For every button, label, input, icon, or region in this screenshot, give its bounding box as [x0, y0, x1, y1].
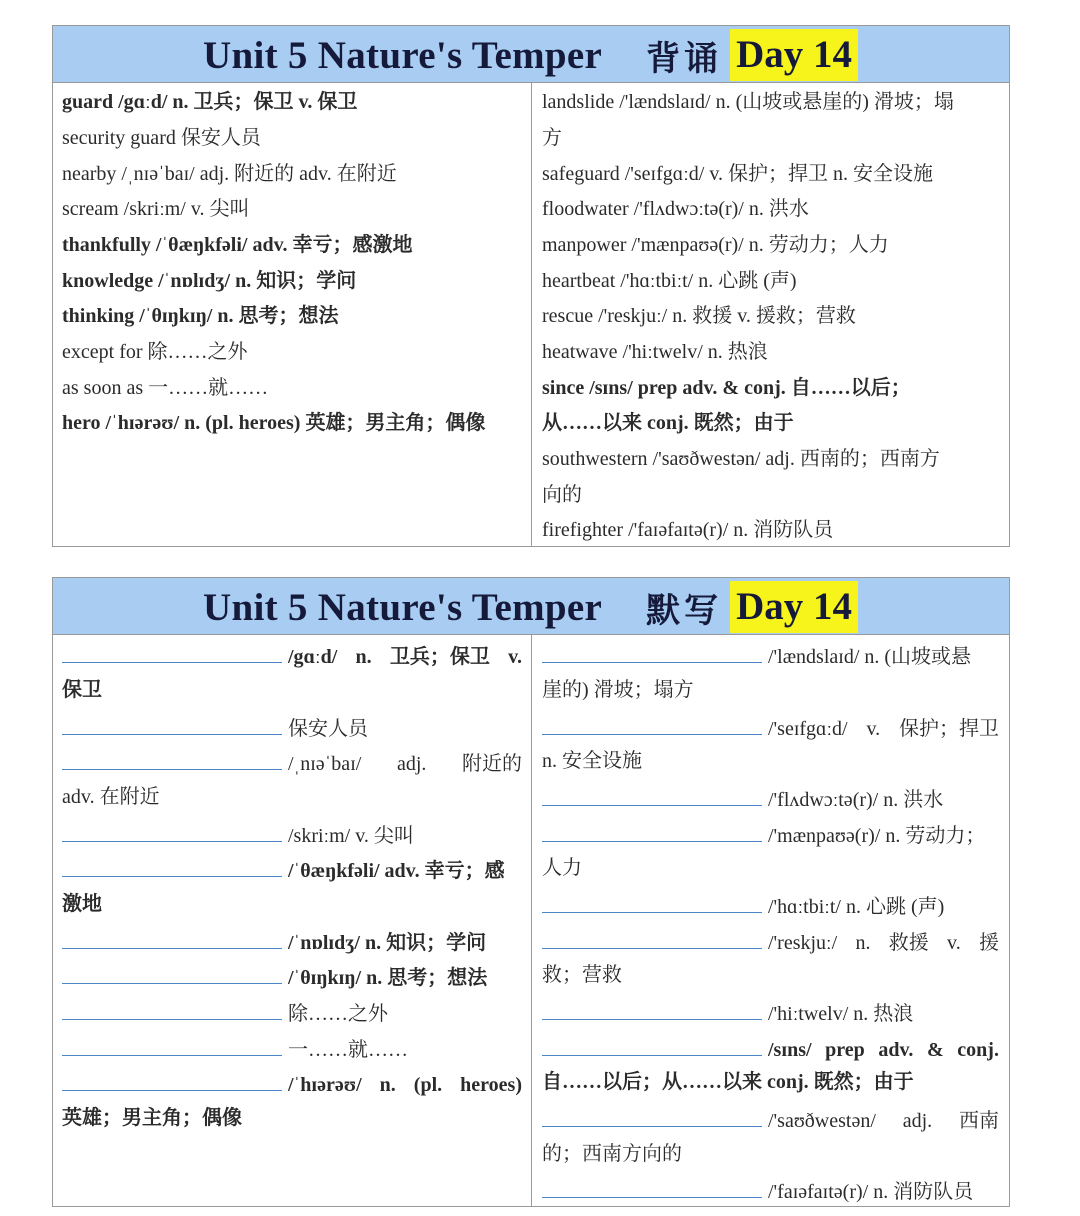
vocab-entry: safeguard /'seɪfgɑːd/ v. 保护；捍卫 n. 安全设施: [542, 163, 934, 185]
vocab-entry: guard /gɑːd/ n. 卫兵；保卫 v. 保卫: [62, 91, 358, 113]
vocab-entry: firefighter /'faɪəfaɪtə(r)/ n. 消防队员: [542, 519, 834, 541]
vocab-entry-continued: 方: [542, 127, 562, 149]
dictation-clue: /'flʌdwɔːtə(r)/ n. 洪水: [768, 789, 944, 811]
recite-header: [53, 26, 1009, 83]
answer-blank[interactable]: [62, 1029, 282, 1056]
dictation-row: [542, 1029, 999, 1065]
answer-blank[interactable]: [62, 708, 282, 735]
recite-card: [52, 25, 1010, 547]
dictation-clue: 除……之外: [288, 1003, 388, 1025]
dictation-clue-continued: 人力: [542, 857, 582, 879]
dictation-clue-continued: 自……以后；从……以来 conj. 既然；由于: [542, 1071, 914, 1093]
dictation-clue: /'reskjuː/ n. 救援 v. 援: [768, 932, 999, 954]
dictation-clue: 保安人员: [288, 718, 368, 740]
dictation-row: [542, 886, 999, 922]
vocab-entry: heartbeat /'hɑːtbiːt/ n. 心跳 (声): [542, 270, 797, 292]
answer-blank[interactable]: [62, 743, 282, 770]
vocab-entry: nearby /ˌnɪəˈbaɪ/ adj. 附近的 adv. 在附近: [62, 163, 397, 185]
vocab-entry-continued: 从……以来 conj. 既然；由于: [542, 412, 794, 434]
answer-blank[interactable]: [542, 1029, 762, 1056]
vocab-entry: heatwave /'hiːtwelv/ n. 热浪: [542, 341, 768, 363]
dictation-row: [62, 708, 522, 744]
answer-blank[interactable]: [62, 636, 282, 663]
dictation-row: [542, 1100, 999, 1136]
dictation-row: [542, 779, 999, 815]
vocab-entry: as soon as 一……就……: [62, 377, 269, 399]
answer-blank[interactable]: [542, 1171, 762, 1198]
dictation-row: [542, 1171, 999, 1207]
vocab-entry: since /sɪns/ prep adv. & conj. 自……以后；: [542, 377, 911, 399]
answer-blank[interactable]: [542, 708, 762, 735]
dictation-clue-continued: 崖的) 滑坡；塌方: [542, 679, 694, 701]
dictation-clue-continued: 的；西南方向的: [542, 1143, 682, 1165]
dictation-row: [542, 993, 999, 1029]
answer-blank[interactable]: [542, 1100, 762, 1127]
vocab-entry: landslide /'lændslaɪd/ n. (山坡或悬崖的) 滑坡；塌: [542, 91, 954, 113]
dictation-row: [62, 815, 522, 851]
vocab-entry: thinking /ˈθɪŋkɪŋ/ n. 思考；想法: [62, 305, 339, 327]
dictation-row: [62, 636, 522, 672]
answer-blank[interactable]: [542, 922, 762, 949]
vocab-entry: knowledge /ˈnɒlɪdʒ/ n. 知识；学问: [62, 270, 357, 292]
dictation-clue-continued: n. 安全设施: [542, 750, 642, 772]
dictation-row: [542, 636, 999, 672]
recite-mode-label: 背诵: [646, 38, 723, 79]
answer-blank[interactable]: [542, 993, 762, 1020]
dictation-clue-continued: adv. 在附近: [62, 786, 160, 808]
vocab-entry: rescue /'reskjuː/ n. 救援 v. 援救；营救: [542, 305, 856, 327]
vocab-entry: scream /skriːm/ v. 尖叫: [62, 198, 250, 220]
dictation-row: [542, 815, 999, 851]
dictation-clue: /'hɑːtbiːt/ n. 心跳 (声): [768, 896, 945, 918]
vocab-entry: security guard 保安人员: [62, 127, 261, 149]
vocab-entry: floodwater /'flʌdwɔːtə(r)/ n. 洪水: [542, 198, 809, 220]
recite-left-column: [53, 83, 532, 546]
dictation-right-column: [532, 635, 1009, 1206]
answer-blank[interactable]: [542, 815, 762, 842]
dictation-clue: /ˈhɪərəʊ/ n. (pl. heroes): [288, 1074, 522, 1096]
dictation-row: [62, 957, 522, 993]
dictation-mode-label: 默写: [646, 590, 723, 631]
dictation-left-column: [53, 635, 532, 1206]
dictation-clue: /gɑːd/ n. 卫兵；保卫 v.: [288, 646, 522, 668]
vocab-entry: hero /ˈhɪərəʊ/ n. (pl. heroes) 英雄；男主角；偶像: [62, 412, 486, 434]
dictation-title: Unit 5 Nature's Temper: [203, 585, 603, 629]
answer-blank[interactable]: [542, 779, 762, 806]
dictation-day-badge: Day 14: [730, 581, 858, 633]
vocab-entry: thankfully /ˈθæŋkfəli/ adv. 幸亏；感激地: [62, 234, 413, 256]
recite-day-badge: Day 14: [730, 29, 858, 81]
answer-blank[interactable]: [542, 636, 762, 663]
dictation-clue-continued: 救；营救: [542, 964, 622, 986]
dictation-card: [52, 577, 1010, 1207]
dictation-clue-continued: 激地: [62, 893, 102, 915]
vocab-entry: southwestern /'saʊðwestən/ adj. 西南的；西南方: [542, 448, 940, 470]
dictation-clue: /skriːm/ v. 尖叫: [288, 825, 414, 847]
answer-blank[interactable]: [62, 922, 282, 949]
dictation-row: [62, 993, 522, 1029]
dictation-row: [62, 922, 522, 958]
dictation-row: [62, 743, 522, 779]
vocab-entry: manpower /'mænpaʊə(r)/ n. 劳动力；人力: [542, 234, 889, 256]
dictation-clue: /sɪns/ prep adv. & conj.: [768, 1039, 999, 1061]
answer-blank[interactable]: [62, 957, 282, 984]
dictation-clue: /'mænpaʊə(r)/ n. 劳动力；: [768, 825, 986, 847]
dictation-clue: /'lændslaɪd/ n. (山坡或悬: [768, 646, 972, 668]
dictation-clue: /'faɪəfaɪtə(r)/ n. 消防队员: [768, 1181, 974, 1203]
answer-blank[interactable]: [62, 850, 282, 877]
dictation-clue: /ˈθɪŋkɪŋ/ n. 思考；想法: [288, 967, 488, 989]
dictation-row: [542, 708, 999, 744]
dictation-row: [62, 1064, 522, 1100]
dictation-clue: /'seɪfgɑːd/ v. 保护；捍卫: [768, 718, 999, 740]
dictation-row: [542, 922, 999, 958]
recite-title: Unit 5 Nature's Temper: [203, 33, 603, 77]
dictation-clue: /ˈθæŋkfəli/ adv. 幸亏；感: [288, 860, 505, 882]
answer-blank[interactable]: [542, 886, 762, 913]
dictation-row: [62, 1029, 522, 1065]
vocab-entry: except for 除……之外: [62, 341, 248, 363]
dictation-clue-continued: 保卫: [62, 679, 102, 701]
dictation-clue: /ˈnɒlɪdʒ/ n. 知识；学问: [288, 932, 487, 954]
recite-right-column: [532, 83, 1009, 546]
dictation-clue: 一……就……: [288, 1039, 408, 1061]
answer-blank[interactable]: [62, 993, 282, 1020]
dictation-clue: /'hiːtwelv/ n. 热浪: [768, 1003, 914, 1025]
dictation-clue: /'saʊðwestən/ adj. 西南: [768, 1110, 999, 1132]
answer-blank[interactable]: [62, 815, 282, 842]
dictation-clue: /ˌnɪəˈbaɪ/ adj. 附近的: [288, 753, 522, 775]
dictation-row: [62, 850, 522, 886]
dictation-header: [53, 578, 1009, 635]
answer-blank[interactable]: [62, 1064, 282, 1091]
vocab-entry-continued: 向的: [542, 484, 582, 506]
dictation-clue-continued: 英雄；男主角；偶像: [62, 1107, 242, 1129]
